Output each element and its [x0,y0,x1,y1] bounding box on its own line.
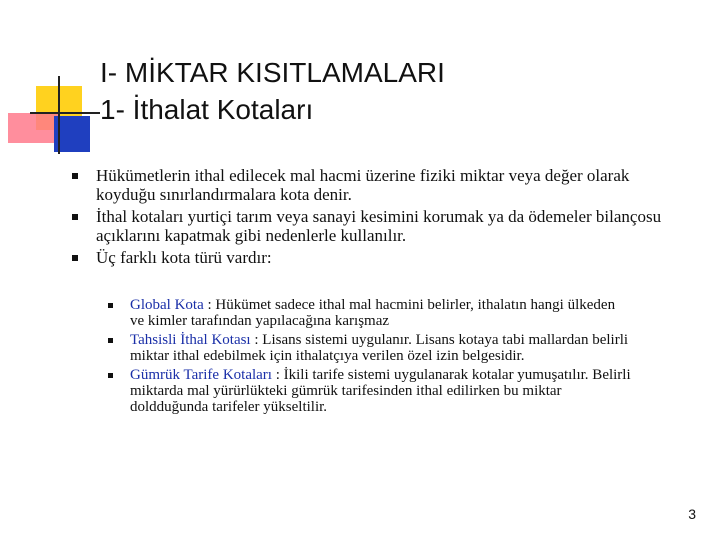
bullet-item [68,248,668,267]
quota-description: : Hükümet sadece ithal mal hacmini belirler, ithalatın hangi ülkeden ve kimler tarafından yapılacağına karışmaz [130,297,616,329]
quota-description: : İkili tarife sistemi uygulanarak kotalar yumuşatılır. Belirli miktarda mal yürürlükteki gümrük tarifesinden ithal edilirken bu miktar doldduğunda tarifeler yükseltilir. [130,367,631,415]
title-line-1: I- MİKTAR KISITLAMALARI [100,57,445,88]
bullet-item [68,207,668,245]
bullet-item [68,166,668,204]
square-bullet-icon [108,303,113,308]
sub-bullet-item [102,332,632,364]
quota-term: Tahsisli İthal Kotası [130,332,251,348]
decorative-red-square [8,113,58,143]
decorative-vertical-line [58,76,60,154]
bullet-text: İthal kotaları yurtiçi tarım veya sanayi kesimini korumak ya da ödemeler bilançosu açıklarını kapatmak gibi nedenlerle kullanılır. [96,207,662,245]
square-bullet-icon [72,173,78,179]
title-line-2: 1- İthalat Kotaları [100,94,314,125]
main-bullet-list [68,166,668,270]
quota-term: Global Kota [130,297,204,313]
bullet-text: Hükümetlerin ithal edilecek mal hacmi üzerine fiziki miktar veya değer olarak koyduğu sınırlandırmalara kota denir. [96,166,630,204]
sub-bullet-item [102,367,632,415]
sub-bullet-item [102,297,632,329]
slide-title [100,54,445,128]
square-bullet-icon [72,214,78,220]
square-bullet-icon [72,255,78,261]
decorative-horizontal-line [30,112,100,114]
quota-types-list [102,297,632,418]
page-number: 3 [688,506,696,522]
quota-term: Gümrük Tarife Kotaları [130,367,272,383]
square-bullet-icon [108,338,113,343]
square-bullet-icon [108,373,113,378]
quota-description: : Lisans sistemi uygulanır. Lisans kotaya tabi mallardan belirli miktar ithal edebilmek için ithalatçıya verilen özel izin belgesidir. [130,332,629,364]
bullet-text: Üç farklı kota türü vardır: [96,248,272,267]
